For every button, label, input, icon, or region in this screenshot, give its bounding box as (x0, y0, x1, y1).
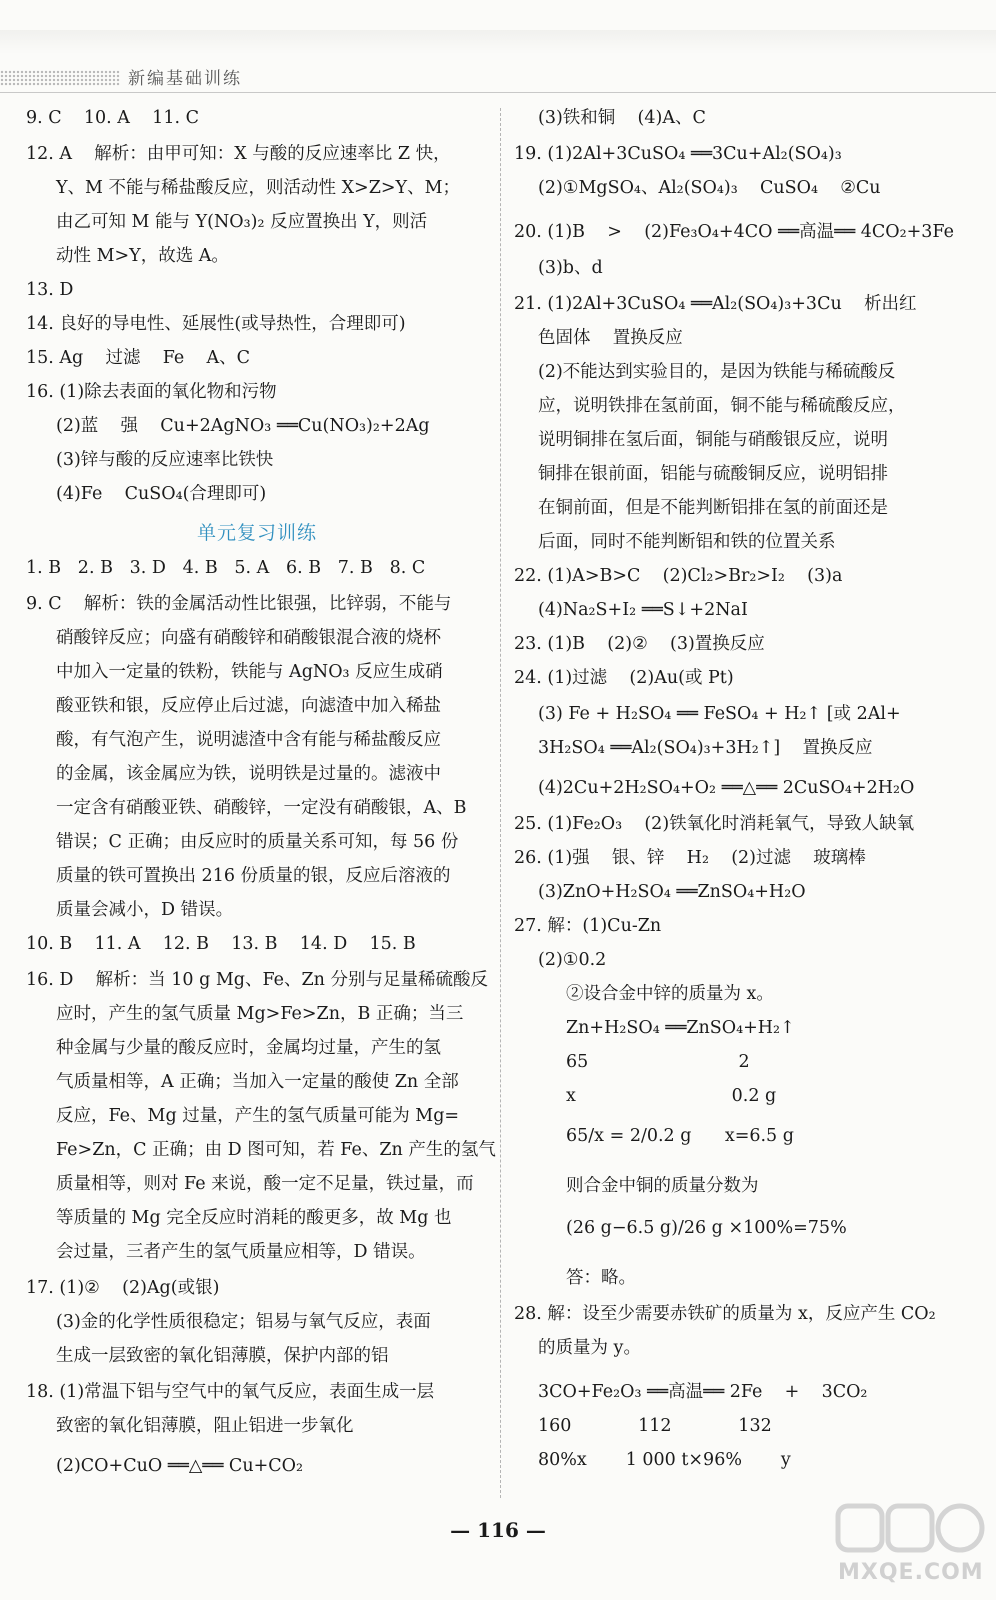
answer-line: 16. D 解析：当 10 g Mg、Fe、Zn 分别与足量稀硫酸反 (26, 970, 488, 990)
answer-line: 10. B 11. A 12. B 13. B 14. D 15. B (26, 934, 416, 954)
answer-line: (3)铁和铜 (4)A、C (538, 108, 706, 128)
answer-line: (4)Na₂S+I₂ ══S↓+2NaI (538, 600, 748, 620)
answer-line: 生成一层致密的氧化铝薄膜，保护内部的铝 (56, 1346, 389, 1366)
answer-line: (4)Fe CuSO₄(合理即可) (56, 484, 267, 504)
answer-line: 20. (1)B > (2)Fe₃O₄+4CO ══高温══ 4CO₂+3Fe (514, 222, 954, 242)
header-rule (0, 92, 996, 93)
answer-line: (2)CO+CuO ══△══ Cu+CO₂ (56, 1456, 303, 1476)
answer-line: (3)金的化学性质很稳定；铝易与氧气反应，表面 (56, 1312, 431, 1332)
answer-line: 反应，Fe、Mg 过量，产生的氢气质量可能为 Mg= (56, 1106, 460, 1126)
answer-line: 3H₂SO₄ ══Al₂(SO₄)₃+3H₂↑] 置换反应 (538, 738, 873, 758)
book-title: 新编基础训练 (128, 69, 242, 89)
answer-line: 12. A 解析：由甲可知：X 与酸的反应速率比 Z 快， (26, 144, 451, 164)
answer-line: ②设合金中锌的质量为 x。 (566, 984, 774, 1004)
page-number: — 116 — (450, 1518, 546, 1542)
answer-line: 应，说明铁排在氢前面，铜不能与稀硫酸反应， (538, 396, 906, 416)
answer-line: 17. (1)② (2)Ag(或银) (26, 1278, 220, 1298)
answer-line: 气质量相等，A 正确；当加入一定量的酸使 Zn 全部 (56, 1072, 459, 1092)
answer-line: (2)①0.2 (538, 950, 607, 970)
answer-line: 色固体 置换反应 (538, 328, 683, 348)
answer-line: 65/x = 2/0.2 g x=6.5 g (566, 1126, 794, 1146)
answer-line: 的金属，该金属应为铁，说明铁是过量的。滤液中 (56, 764, 441, 784)
answer-line: 27. 解：(1)Cu-Zn (514, 916, 662, 936)
answer-line: 15. Ag 过滤 Fe A、C (26, 348, 251, 368)
answer-line: 质量的铁可置换出 216 份质量的银，反应后溶液的 (56, 866, 451, 886)
answer-line: (3) Fe + H₂SO₄ ══ FeSO₄ + H₂↑ [或 2Al+ (538, 704, 901, 724)
answer-line: 16. (1)除去表面的氧化物和污物 (26, 382, 277, 402)
answer-line: 在铜前面，但是不能判断铝排在氢的前面还是 (538, 498, 888, 518)
answer-line: 答：略。 (566, 1268, 636, 1288)
answer-line: 动性 M>Y，故选 A。 (56, 246, 229, 266)
answer-line: (2)蓝 强 Cu+2AgNO₃ ══Cu(NO₃)₂+2Ag (56, 416, 430, 436)
answer-line: 65 2 (566, 1052, 750, 1072)
answer-line: 28. 解：设至少需要赤铁矿的质量为 x，反应产生 CO₂ (514, 1304, 936, 1324)
answer-line: 硝酸锌反应；向盛有硝酸锌和硝酸银混合液的烧杯 (56, 628, 441, 648)
answer-line: 25. (1)Fe₂O₃ (2)铁氧化时消耗氧气，导致人缺氧 (514, 814, 915, 834)
answer-line: (3)ZnO+H₂SO₄ ══ZnSO₄+H₂O (538, 882, 806, 902)
answer-line: 14. 良好的导电性、延展性(或导热性，合理即可) (26, 314, 406, 334)
answer-line: (26 g−6.5 g)/26 g ×100%=75% (566, 1218, 847, 1238)
watermark-text: MXQE.COM (838, 1560, 984, 1585)
answer-line: 等质量的 Mg 完全反应时消耗的酸更多，故 Mg 也 (56, 1208, 452, 1228)
header-dot-pattern (0, 70, 120, 86)
answer-line: 13. D (26, 280, 74, 300)
column-divider (500, 108, 501, 1498)
answer-line: 说明铜排在氢后面，铜能与硝酸银反应，说明 (538, 430, 888, 450)
answer-line: 由乙可知 M 能与 Y(NO₃)₂ 反应置换出 Y，则活 (56, 212, 428, 232)
answer-line: 21. (1)2Al+3CuSO₄ ══Al₂(SO₄)₃+3Cu 析出红 (514, 294, 917, 314)
answer-line: (2)不能达到实验目的，是因为铁能与稀硫酸反 (538, 362, 896, 382)
answer-line: x 0.2 g (566, 1086, 777, 1106)
page-header (0, 60, 996, 96)
answer-line: 后面，同时不能判断铝和铁的位置关系 (538, 532, 836, 552)
answer-line: 酸，有气泡产生，说明滤渣中含有能与稀盐酸反应 (56, 730, 441, 750)
answer-line: 质量相等，则对 Fe 来说，酸一定不足量，铁过量，而 (56, 1174, 474, 1194)
answer-line: (2)①MgSO₄、Al₂(SO₄)₃ CuSO₄ ②Cu (538, 178, 881, 198)
answer-line: 80%x 1 000 t×96% y (538, 1450, 791, 1470)
answer-line: 3CO+Fe₂O₃ ══高温══ 2Fe + 3CO₂ (538, 1382, 868, 1402)
answer-line: 18. (1)常温下铝与空气中的氧气反应，表面生成一层 (26, 1382, 435, 1402)
answer-line: 的质量为 y。 (538, 1338, 641, 1358)
answer-line: 22. (1)A>B>C (2)Cl₂>Br₂>I₂ (3)a (514, 566, 843, 586)
scan-top-shade (0, 30, 996, 54)
answer-line: 中加入一定量的铁粉，铁能与 AgNO₃ 反应生成硝 (56, 662, 443, 682)
answer-line: 24. (1)过滤 (2)Au(或 Pt) (514, 668, 734, 688)
answer-line: Fe>Zn，C 正确；由 D 图可知，若 Fe、Zn 产生的氢气 (56, 1140, 496, 1160)
answer-line: 26. (1)强 银、锌 H₂ (2)过滤 玻璃棒 (514, 848, 866, 868)
section-title: 单元复习训练 (196, 522, 317, 544)
answer-line: 会过量，三者产生的氢气质量应相等，D 错误。 (56, 1242, 426, 1262)
answer-line: 铜排在银前面，铝能与硫酸铜反应，说明铝排 (538, 464, 888, 484)
answer-line: 一定含有硝酸亚铁、硝酸锌，一定没有硝酸银，A、B (56, 798, 467, 818)
answer-line: 1. B 2. B 3. D 4. B 5. A 6. B 7. B 8. C (26, 558, 426, 578)
answer-line: 23. (1)B (2)② (3)置换反应 (514, 634, 765, 654)
answer-line: 种金属与少量的酸反应时，金属均过量，产生的氢 (56, 1038, 441, 1058)
answer-line: 错误；C 正确；由反应时的质量关系可知，每 56 份 (56, 832, 459, 852)
answer-line: 酸亚铁和银，反应停止后过滤，向滤渣中加入稀盐 (56, 696, 441, 716)
answer-line: Zn+H₂SO₄ ══ZnSO₄+H₂↑ (566, 1018, 795, 1038)
answer-line: 质量会减小，D 错误。 (56, 900, 234, 920)
answer-line: (4)2Cu+2H₂SO₄+O₂ ══△══ 2CuSO₄+2H₂O (538, 778, 915, 798)
answer-line: 9. C 10. A 11. C (26, 108, 199, 128)
answer-line: (3)b、d (538, 258, 603, 278)
answer-line: 应时，产生的氢气质量 Mg>Fe>Zn，B 正确；当三 (56, 1004, 464, 1024)
answer-line: (3)锌与酸的反应速率比铁快 (56, 450, 274, 470)
answer-line: Y、M 不能与稀盐酸反应，则活动性 X>Z>Y、M； (56, 178, 461, 198)
answer-line: 致密的氧化铝薄膜，阻止铝进一步氧化 (56, 1416, 354, 1436)
answer-line: 9. C 解析：铁的金属活动性比银强，比锌弱，不能与 (26, 594, 452, 614)
answer-line: 19. (1)2Al+3CuSO₄ ══3Cu+Al₂(SO₄)₃ (514, 144, 842, 164)
answer-line: 160 112 132 (538, 1416, 772, 1436)
answer-line: 则合金中铜的质量分数为 (566, 1176, 759, 1196)
